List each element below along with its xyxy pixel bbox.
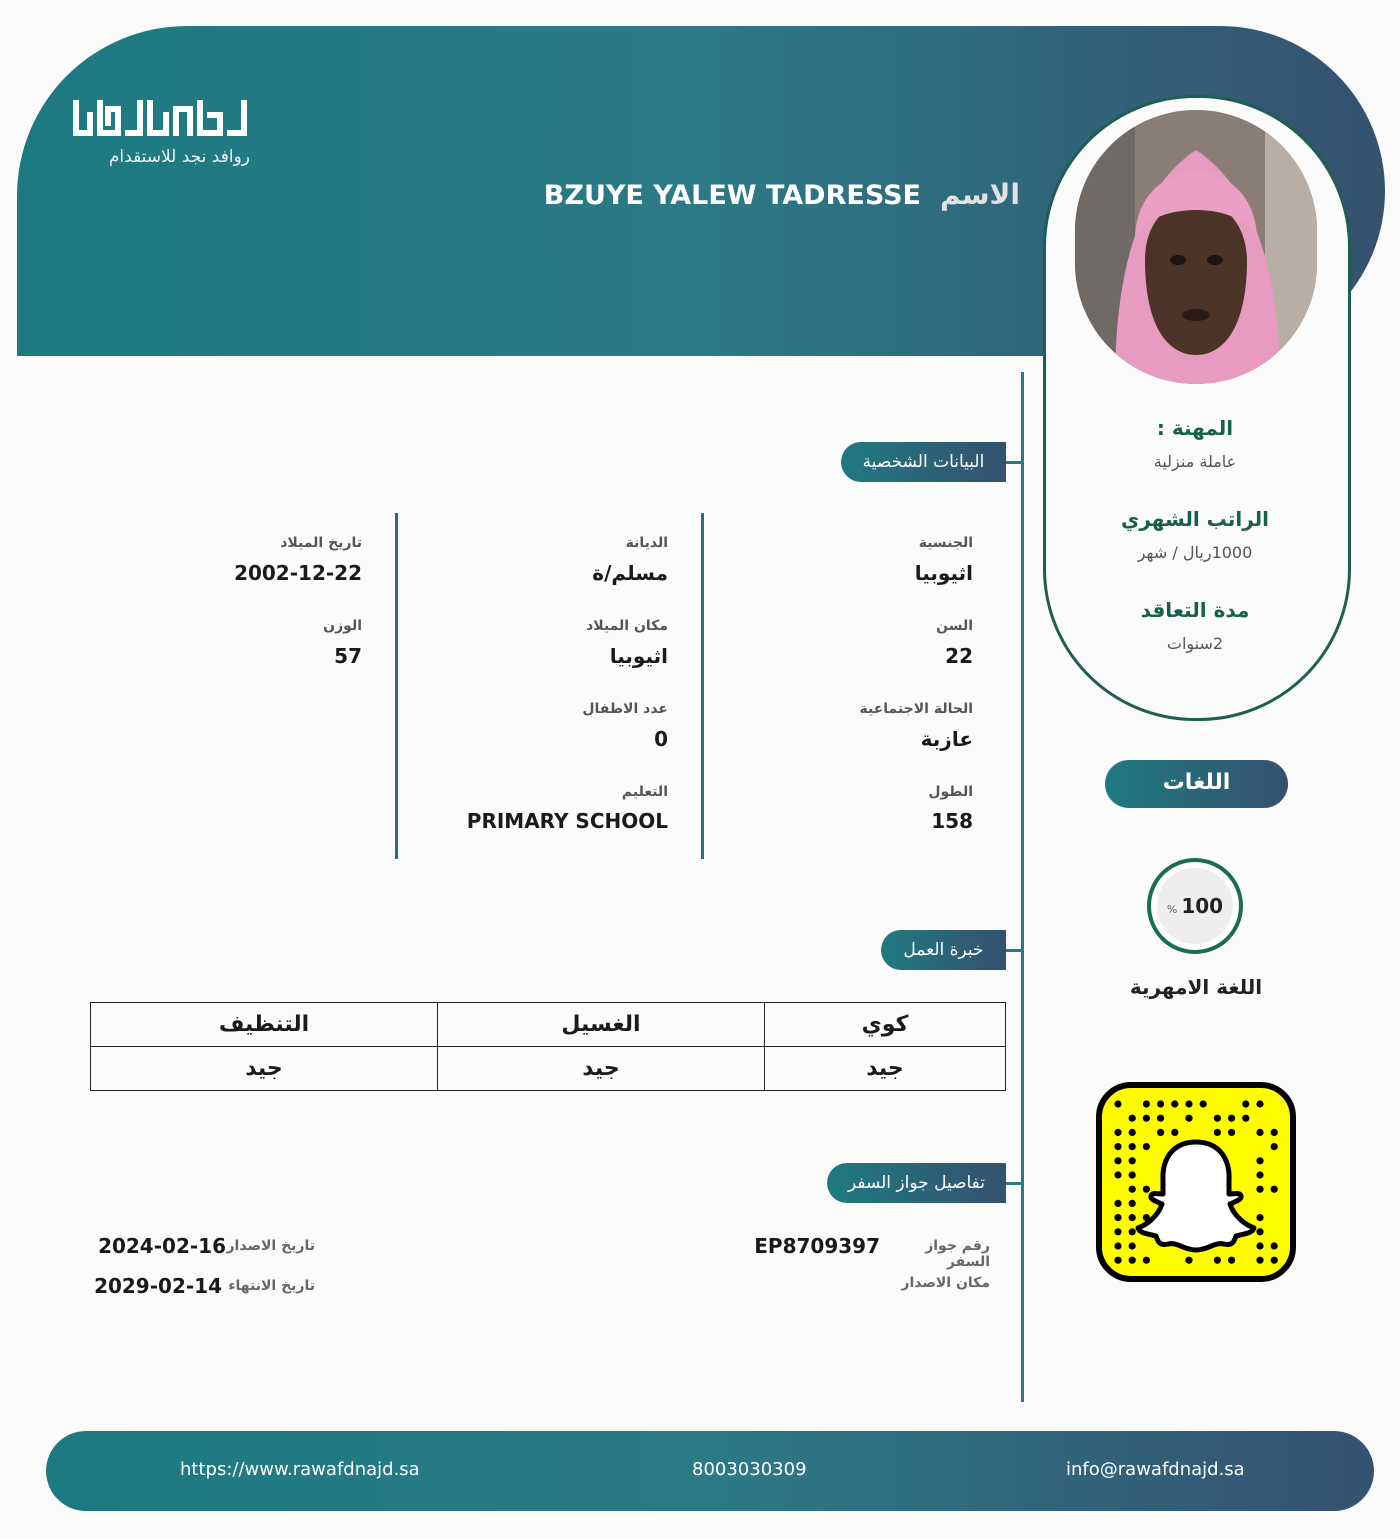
weight-value: 57 [334, 644, 362, 668]
company-logo [70, 95, 250, 175]
profession-label: المهنة : [1156, 416, 1234, 440]
snapcode-dot [1214, 1115, 1221, 1122]
snapcode-dot [1271, 1186, 1278, 1193]
snapcode-dot [1143, 1143, 1150, 1150]
snapcode-dot [1228, 1115, 1235, 1122]
snapcode-dot [1157, 1100, 1164, 1107]
passport-expiry-value: 2029-02-14 [94, 1274, 222, 1298]
snapcode-dot [1157, 1115, 1164, 1122]
snapcode-dot [1242, 1115, 1249, 1122]
education-value: PRIMARY SCHOOL [466, 809, 668, 833]
footer-email-link[interactable]: info@rawafdnajd.sa [1066, 1459, 1245, 1480]
snapcode-dot [1114, 1157, 1121, 1164]
skill-washing-level: جيد [438, 1047, 765, 1091]
birthdate-value: 2002-12-22 [234, 561, 362, 585]
passport-expiry-label: تاريخ الانتهاء [228, 1278, 315, 1294]
footer-website-link[interactable]: https://www.rawafdnajd.sa [180, 1459, 420, 1480]
snapcode-dot [1114, 1214, 1121, 1221]
snapcode-dot [1185, 1100, 1192, 1107]
language-percent-value: 100 [1181, 894, 1224, 918]
snapcode-dot [1143, 1100, 1150, 1107]
education-label: التعليم [621, 784, 668, 800]
snapcode-dot [1129, 1157, 1136, 1164]
section-tick [1006, 461, 1022, 464]
snapcode-dot [1256, 1257, 1263, 1264]
skill-ironing-header: كوي [765, 1003, 1006, 1047]
footer-phone[interactable]: 8003030309 [692, 1459, 807, 1480]
snapcode-dot [1129, 1242, 1136, 1249]
children-value: 0 [654, 727, 668, 751]
footer-bar [46, 1431, 1374, 1511]
snapcode-dot [1114, 1171, 1121, 1178]
snapcode-dot [1185, 1257, 1192, 1264]
skill-cleaning-level: جيد [91, 1047, 438, 1091]
snapcode-dot [1271, 1143, 1278, 1150]
marital-label: الحالة الاجتماعية [859, 701, 973, 717]
table-row [91, 1003, 1006, 1047]
contract-label: مدة التعاقد [1140, 598, 1250, 622]
snapcode-dot [1129, 1214, 1136, 1221]
snapcode-dot [1157, 1129, 1164, 1136]
name-row [543, 178, 1020, 218]
section-experience: خبرة العمل [881, 930, 1006, 970]
snapcode-dot [1129, 1228, 1136, 1235]
name-label: الاسم [940, 178, 1020, 211]
snapcode-dot [1129, 1257, 1136, 1264]
age-value: 22 [945, 644, 973, 668]
marital-value: عازبة [920, 727, 973, 751]
snapcode-dot [1271, 1129, 1278, 1136]
age-label: السن [936, 618, 973, 634]
snapcode-dot [1228, 1257, 1235, 1264]
section-personal: البيانات الشخصية [841, 442, 1006, 482]
salary-value: 1000ريال / شهر [1137, 543, 1253, 562]
logo-tagline: روافد نجد للاستقدام [108, 147, 250, 167]
snapcode-dot [1129, 1143, 1136, 1150]
snapcode-dot [1114, 1143, 1121, 1150]
snapcode-dot [1114, 1242, 1121, 1249]
snapcode-dot [1114, 1200, 1121, 1207]
snapchat-qr-code[interactable] [1096, 1082, 1296, 1282]
snapcode-dot [1256, 1228, 1263, 1235]
section-tick [1006, 949, 1022, 952]
snapcode-dot [1129, 1200, 1136, 1207]
snapcode-dot [1200, 1100, 1207, 1107]
salary-label: الراتب الشهري [1121, 507, 1269, 531]
percent-sign: % [1166, 903, 1178, 916]
snapcode-dot [1242, 1100, 1249, 1107]
height-value: 158 [931, 809, 973, 833]
section-tick [1006, 1182, 1022, 1185]
snapcode-dot [1185, 1115, 1192, 1122]
birthplace-value: اثيوبيا [609, 644, 668, 668]
passport-number-value: EP8709397 [754, 1234, 880, 1258]
skills-table [90, 1002, 1006, 1091]
snapcode-dot [1271, 1242, 1278, 1249]
skill-washing-header: الغسيل [438, 1003, 765, 1047]
children-label: عدد الاطفال [582, 701, 668, 717]
weight-label: الوزن [323, 618, 362, 634]
snapcode-dot [1171, 1129, 1178, 1136]
profile-photo [1075, 110, 1317, 384]
passport-issue-value: 2024-02-16 [98, 1234, 226, 1258]
section-passport: تفاصيل جواز السفر [827, 1163, 1006, 1203]
snapcode-dot [1143, 1186, 1150, 1193]
nationality-label: الجنسية [918, 535, 973, 551]
snapcode-dot [1114, 1228, 1121, 1235]
passport-issue-label: تاريخ الاصدار [226, 1238, 315, 1254]
birthdate-label: تاريخ الميلاد [280, 535, 362, 551]
snapcode-dot [1114, 1257, 1121, 1264]
snapcode-dot [1256, 1186, 1263, 1193]
snapcode-dot [1143, 1257, 1150, 1264]
name-value: BZUYE YALEW TADRESSE [543, 180, 921, 211]
height-label: الطول [928, 784, 973, 800]
skill-ironing-level: جيد [765, 1047, 1006, 1091]
snapcode-dot [1129, 1171, 1136, 1178]
snapcode-dot [1256, 1129, 1263, 1136]
language-percent [1157, 868, 1233, 944]
snapcode-dot [1171, 1100, 1178, 1107]
snapcode-dot [1214, 1129, 1221, 1136]
table-row [91, 1047, 1006, 1091]
profession-value: عاملة منزلية [1153, 452, 1237, 471]
snapcode-dot [1143, 1115, 1150, 1122]
skill-cleaning-header: التنظيف [91, 1003, 438, 1047]
snapcode-dot [1271, 1257, 1278, 1264]
snapcode-dot [1214, 1257, 1221, 1264]
snapcode-dot [1129, 1129, 1136, 1136]
snapcode-dot [1114, 1100, 1121, 1107]
religion-label: الديانة [625, 535, 668, 551]
passport-number-label: رقم جواز السفر [925, 1238, 990, 1270]
snapcode-dot [1256, 1157, 1263, 1164]
snapcode-dot [1256, 1100, 1263, 1107]
language-name: اللغة الامهرية [1129, 975, 1263, 999]
religion-value: مسلم/ة [592, 561, 668, 585]
snapcode-dot [1256, 1214, 1263, 1221]
snapcode-dot [1114, 1129, 1121, 1136]
timeline-line [1021, 372, 1024, 1402]
snapcode-dot [1256, 1242, 1263, 1249]
snapcode-dot [1129, 1186, 1136, 1193]
snapcode-dot [1129, 1115, 1136, 1122]
snapcode-dot [1228, 1129, 1235, 1136]
languages-title: اللغات [1105, 760, 1288, 808]
nationality-value: اثيوبيا [914, 561, 973, 585]
passport-place-label: مكان الاصدار [901, 1275, 990, 1291]
snapcode-dot [1256, 1171, 1263, 1178]
contract-value: 2سنوات [1166, 634, 1224, 653]
birthplace-label: مكان الميلاد [586, 618, 668, 634]
